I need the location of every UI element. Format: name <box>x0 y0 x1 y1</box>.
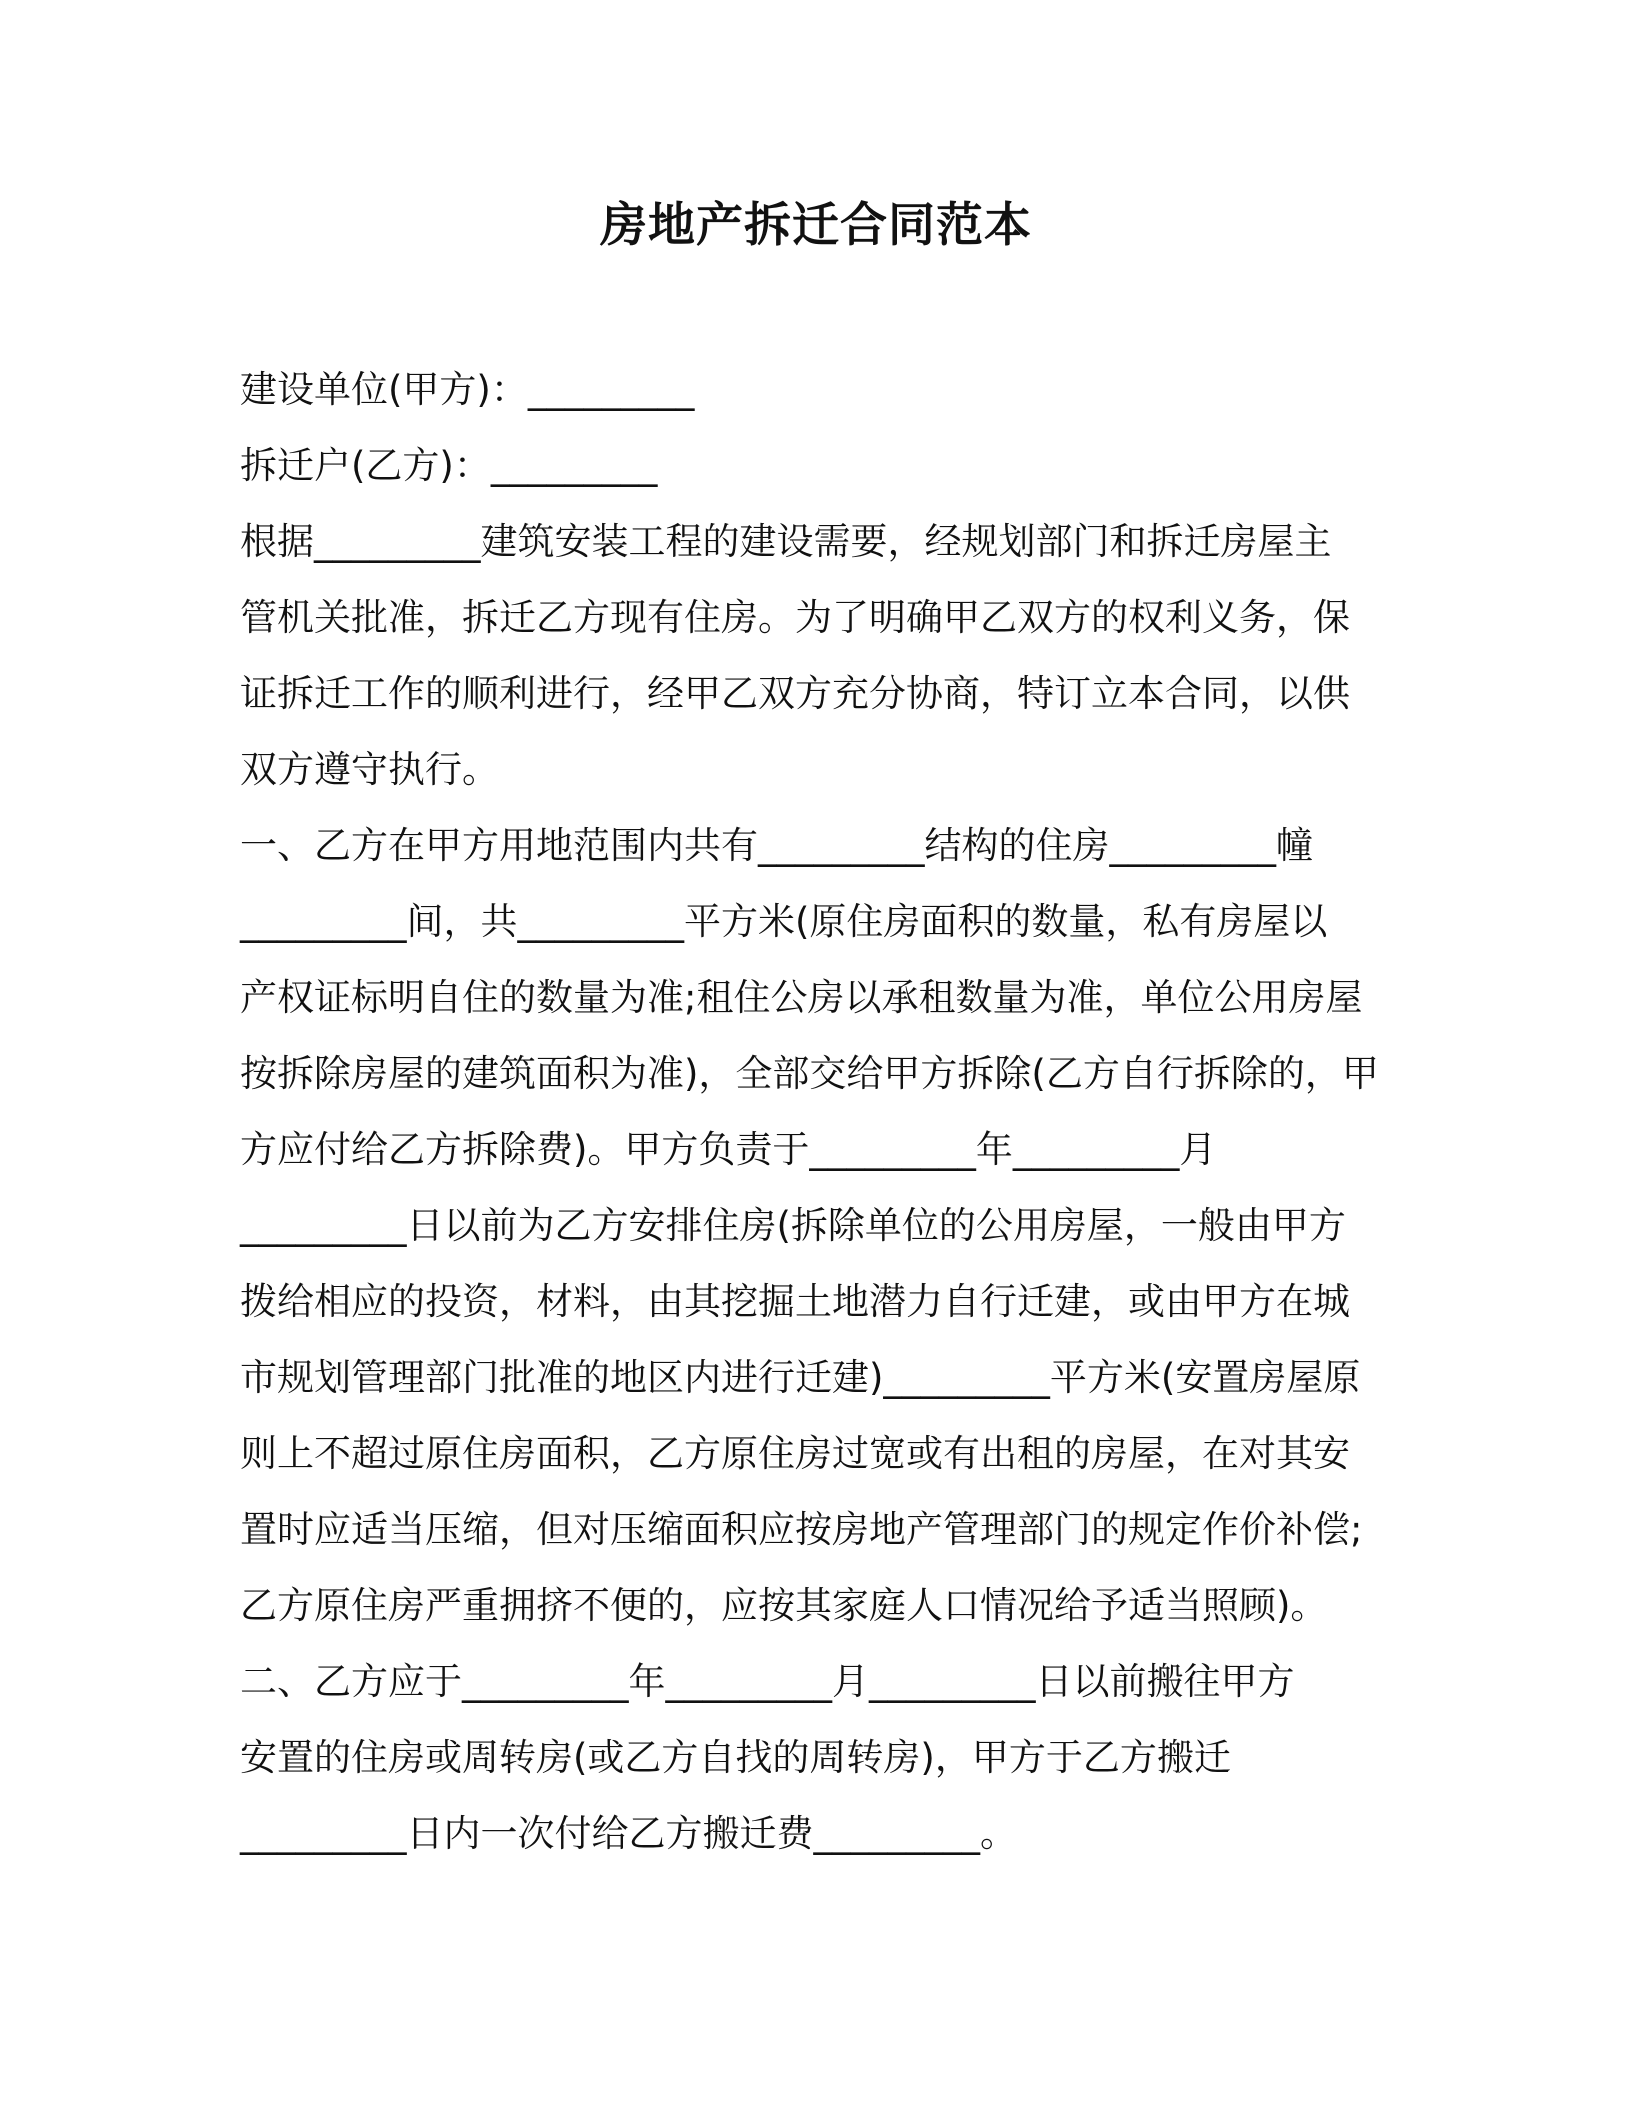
clause-1-line-1: 一、乙方在甲方用地范围内共有_________结构的住房_________幢 <box>240 824 1313 867</box>
preamble-line-4: 双方遵守执行。 <box>240 748 499 791</box>
clause-2-line-3: _________日内一次付给乙方搬迁费_________。 <box>240 1812 1017 1855</box>
preamble-line-1: 根据_________建筑安装工程的建设需要，经规划部门和拆迁房屋主 <box>240 520 1332 563</box>
clause-2-line-2: 安置的住房或周转房(或乙方自找的周转房)，甲方于乙方搬迁 <box>240 1736 1231 1779</box>
document-title: 房地产拆迁合同范本 <box>600 198 1032 253</box>
clause-1-line-6: _________日以前为乙方安排住房(拆除单位的公用房屋，一般由甲方 <box>240 1204 1346 1247</box>
clause-1-line-9: 则上不超过原住房面积，乙方原住房过宽或有出租的房屋，在对其安 <box>240 1432 1350 1475</box>
clause-1-line-5: 方应付给乙方拆除费)。甲方负责于_________年_________月 <box>240 1128 1217 1171</box>
clause-1-line-3: 产权证标明自住的数量为准;租住公房以承租数量为准，单位公用房屋 <box>240 976 1363 1019</box>
clause-2-line-1: 二、乙方应于_________年_________月_________日以前搬往甲方 <box>240 1660 1295 1703</box>
clause-1-line-2: _________间，共_________平方米(原住房面积的数量，私有房屋以 <box>240 900 1328 943</box>
preamble-line-2: 管机关批准，拆迁乙方现有住房。为了明确甲乙双方的权利义务，保 <box>240 596 1350 639</box>
clause-1-line-11: 乙方原住房严重拥挤不便的，应按其家庭人口情况给予适当照顾)。 <box>240 1584 1328 1627</box>
clause-1-line-8: 市规划管理部门批准的地区内进行迁建)_________平方米(安置房屋原 <box>240 1356 1361 1399</box>
party-b-line: 拆迁户(乙方)：_________ <box>240 444 658 487</box>
clause-1-line-7: 拨给相应的投资，材料，由其挖掘土地潜力自行迁建，或由甲方在城 <box>240 1280 1350 1323</box>
party-a-line: 建设单位(甲方)：_________ <box>240 368 695 411</box>
clause-1-line-4: 按拆除房屋的建筑面积为准)，全部交给甲方拆除(乙方自行拆除的，甲 <box>240 1052 1379 1095</box>
clause-1-line-10: 置时应适当压缩，但对压缩面积应按房地产管理部门的规定作价补偿; <box>240 1508 1363 1551</box>
preamble-line-3: 证拆迁工作的顺利进行，经甲乙双方充分协商，特订立本合同，以供 <box>240 672 1350 715</box>
